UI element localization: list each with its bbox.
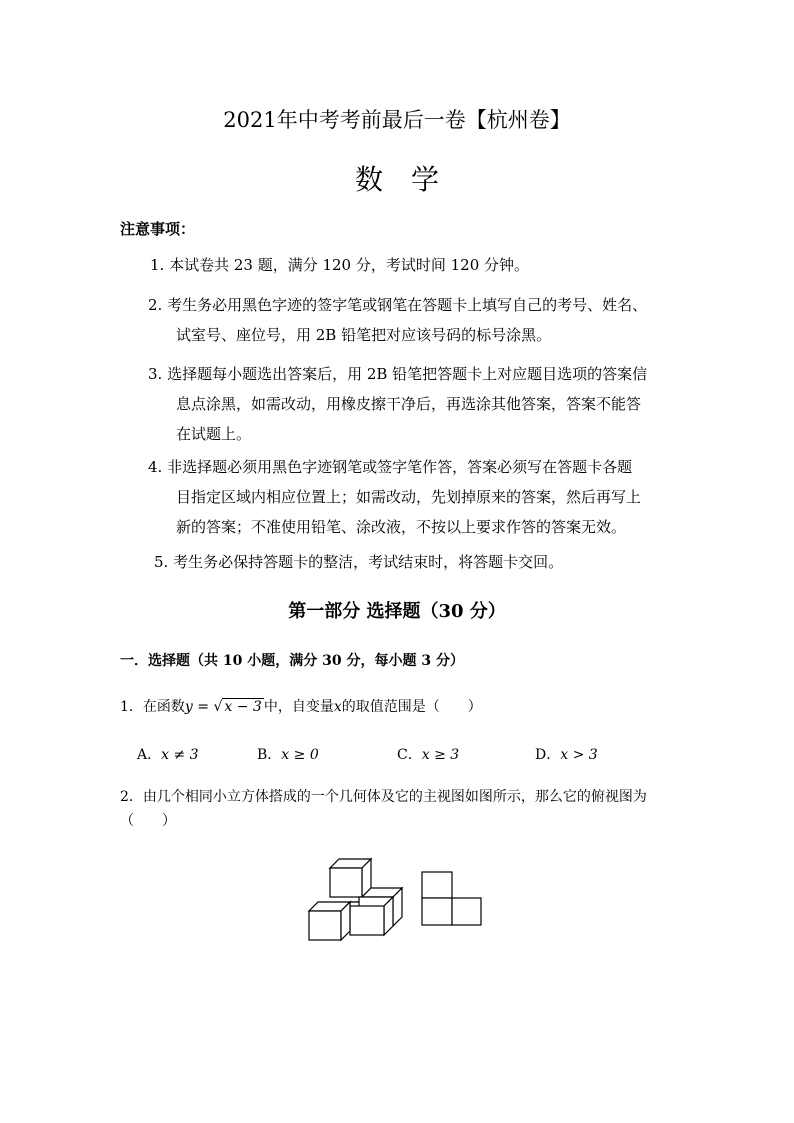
equals-sign: = [192,699,214,715]
notice-line: 2. 考生务必用黑色字迹的签字笔或钢笔在答题卡上填写自己的考号、姓名、 [148,296,648,314]
option-label: B． [257,747,282,763]
notice-item-1 [150,250,529,280]
notice-line: 目指定区域内相应位置上；如需改动，先划掉原来的答案，然后再写上 [176,488,642,506]
option-label: D． [535,747,561,763]
notice-line: 新的答案；不准使用铅笔、涂改液，不按以上要求作答的答案无效。 [176,518,627,536]
section-heading: 一．选择题（共 10 小题，满分 30 分，每小题 3 分） [120,653,464,669]
notice-item-2 [148,290,647,350]
notice-item-5 [154,547,563,577]
cube-stack-figure [300,850,410,945]
notice-heading: 注意事项： [120,220,196,238]
option-d[interactable] [535,744,598,764]
notice-line: 5. 考生务必保持答题卡的整洁，考试结束时，将答题卡交回。 [154,553,564,571]
option-b[interactable] [257,744,319,764]
option-expr: x ≠ 3 [161,747,199,763]
notice-line: 在试题上。 [176,425,252,443]
part-one-heading: 第一部分 选择题（30 分） [288,601,506,622]
independent-variable: x [333,699,342,715]
notice-line: 1. 本试卷共 23 题，满分 120 分，考试时间 120 分钟。 [150,256,530,274]
question-2 [120,786,647,830]
notice-line: 息点涂黑，如需改动，用橡皮擦干净后，再选涂其他答案，答案不能答 [176,395,642,413]
question-1 [120,696,482,716]
notice-item-3 [148,359,647,449]
question-2-line: 2．由几个相同小立方体搭成的一个几何体及它的主视图如图所示，那么它的俯视图为 [120,789,647,805]
notice-line: 3. 选择题每小题选出答案后，用 2B 铅笔把答题卡上对应题目选项的答案信 [148,365,648,383]
question-1-middle: 中，自变量 [263,699,334,715]
notice-item-4 [148,452,641,542]
notice-line: 4. 非选择题必须用黑色字迹钢笔或签字笔作答，答案必须写在答题卡各题 [148,458,633,476]
option-expr: x ≥ 0 [281,747,319,763]
option-label: C． [397,747,422,763]
notice-line: 试室号、座位号，用 2B 铅笔把对应该号码的标号涂黑。 [176,326,552,344]
subject-title: 数学 [354,163,467,196]
option-expr: x > 3 [560,747,598,763]
question-1-suffix: 的取值范围是（ ） [341,699,482,715]
option-a[interactable] [137,744,199,764]
question-1-prefix: 1．在函数 [120,699,185,715]
sqrt-symbol: √ [213,699,223,715]
radicand: x − 3 [224,699,262,715]
exam-title: 2021年中考考前最后一卷【杭州卷】 [223,108,571,132]
option-label: A． [137,747,162,763]
option-c[interactable] [397,744,459,764]
front-view-figure [420,870,484,928]
option-expr: x ≥ 3 [421,747,460,763]
question-2-line: （ ） [120,813,176,829]
function-variable: y [184,699,193,715]
